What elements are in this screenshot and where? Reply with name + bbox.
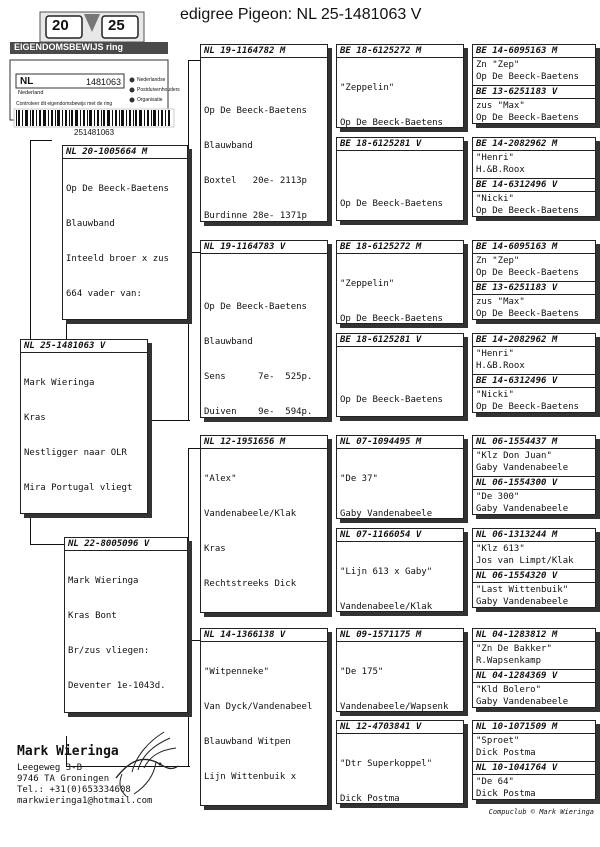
great-grandparent-card — [336, 240, 464, 324]
card-body — [473, 734, 595, 761]
card-line: Op De Beeck-Baetens — [476, 308, 579, 319]
card-line: "Lijn 613 x Gaby" — [340, 567, 433, 578]
card-ring-number: NL 07-1094495 M — [337, 436, 463, 449]
card-line: Gaby Vandenabeele — [476, 696, 569, 707]
dam-dam-card — [200, 628, 328, 806]
card-ring-number: NL 06-1554437 M — [473, 436, 595, 449]
card-line: "De 175" — [340, 667, 384, 678]
card-line: Gaby Vandenabeele — [476, 462, 569, 473]
ring-year-right: 25 — [108, 17, 125, 34]
card-line: "Nicki" — [476, 194, 514, 205]
card-ring-number: NL 10-1041764 V — [473, 761, 595, 775]
card-ring-number: BE 13-6251183 V — [473, 85, 595, 99]
g4-pair-card — [472, 44, 596, 124]
card-line: Op De Beeck-Baetens — [476, 71, 579, 82]
card-line: Op De Beeck-Baetens — [476, 401, 579, 412]
card-ring-number: BE 14-2082962 M — [473, 138, 595, 151]
card-line: Zn "Zep" — [476, 256, 520, 266]
card-line: "Klz Don Juan" — [476, 451, 552, 461]
card-line: Op De Beeck-Baetens — [204, 302, 307, 313]
card-line: Mark Wieringa — [24, 378, 95, 389]
card-line: Vandenabeele/Klak — [204, 508, 297, 519]
card-body — [473, 151, 595, 178]
card-body — [21, 353, 147, 514]
card-line: Kras — [24, 412, 46, 423]
card-line: Op De Beeck-Baetens — [340, 199, 443, 210]
card-line: Dick Postma — [476, 747, 536, 758]
card-body — [65, 551, 187, 713]
card-line: H.&B.Roox — [476, 360, 525, 371]
card-body — [473, 99, 595, 124]
dam-card — [64, 537, 188, 713]
card-ring-number: NL 14-1366138 V — [201, 629, 327, 642]
ring-header: EIGENDOMSBEWIJS ring — [14, 42, 124, 52]
card-line: Boxtel 20e- 2113p — [204, 175, 307, 186]
card-body — [473, 642, 595, 669]
owner-street: Leegeweg 3-B — [17, 763, 83, 773]
card-body — [473, 254, 595, 281]
owner-email[interactable]: markwieringa1@hotmail.com — [17, 796, 153, 806]
card-ring-number: BE 14-6095163 M — [473, 241, 595, 254]
card-line: "Alex" — [204, 474, 237, 485]
g4-pair-card — [472, 720, 596, 800]
card-ring-number: NL 07-1166054 V — [337, 529, 463, 542]
card-line: Vandenabeele/Klak — [340, 601, 433, 612]
card-ring-number: NL 06-1313244 M — [473, 529, 595, 542]
connector-line — [188, 640, 200, 641]
card-ring-number: BE 14-2082962 M — [473, 334, 595, 347]
sire-sire-card — [200, 44, 328, 222]
card-body — [473, 542, 595, 569]
owner-city: 9746 TA Groningen — [17, 774, 110, 784]
great-grandparent-card — [336, 137, 464, 221]
card-line: "De 37" — [340, 474, 378, 485]
card-ring-number: NL 04-1283812 M — [473, 629, 595, 642]
card-line: Op De Beeck-Baetens — [476, 205, 579, 216]
ring-control-text: Controleer dit eigendomsbewijs met de ring — [16, 101, 113, 107]
great-grandparent-card — [336, 44, 464, 128]
card-body — [473, 449, 595, 476]
connector-line — [30, 514, 31, 544]
card-line: Vandenabeele/Wapsenk — [340, 701, 449, 712]
card-line: R.Wapsenkamp — [476, 655, 542, 666]
card-line: "Zeppelin" — [340, 279, 395, 290]
great-grandparent-card — [336, 528, 464, 612]
card-line: H.&B.Roox — [476, 164, 525, 175]
ring-year-left: 20 — [52, 17, 69, 34]
card-line: Van Dyck/Vandenabeel — [204, 701, 313, 712]
connector-line — [188, 252, 200, 253]
card-line: Op De Beeck-Baetens — [476, 112, 579, 123]
card-ring-number: NL 10-1071509 M — [473, 721, 595, 734]
card-line: "Henri" — [476, 349, 514, 359]
ring-barcode-number: 251481063 — [74, 128, 115, 137]
card-line: Jos van Limpt/Klak — [476, 555, 574, 566]
great-grandparent-card — [336, 628, 464, 712]
card-body — [473, 775, 595, 800]
card-line: Mark Wieringa — [68, 576, 139, 587]
card-body — [201, 642, 327, 806]
ring-certificate-graphic — [4, 2, 180, 137]
card-ring-number: BE 18-6125281 V — [337, 138, 463, 151]
card-body — [337, 734, 463, 804]
card-line: Blauwband Witpen — [204, 736, 291, 747]
connector-line — [30, 140, 52, 141]
g4-pair-card — [472, 528, 596, 608]
card-line: "Last Wittenbuik" — [476, 585, 569, 596]
g4-pair-card — [472, 333, 596, 413]
card-line: Kras Bont — [68, 610, 117, 621]
card-line: Zn "Zep" — [476, 60, 520, 70]
g4-pair-card — [472, 628, 596, 708]
ring-certificate — [4, 2, 180, 137]
card-body — [201, 58, 327, 222]
card-line: Duiven 9e- 594p. — [204, 406, 313, 417]
card-line: "Sproet" — [476, 736, 520, 746]
card-line: "Kld Bolero" — [476, 685, 542, 696]
card-line: Gaby Vandenabeele — [476, 596, 569, 607]
connector-line — [188, 448, 200, 449]
card-line: "Zn De Bakker" — [476, 644, 552, 654]
card-ring-number: BE 14-6312496 V — [473, 374, 595, 388]
card-line: "Zeppelin" — [340, 83, 395, 94]
connector-line — [30, 140, 31, 339]
card-line: Sens 7e- 525p. — [204, 371, 313, 382]
card-body — [473, 388, 595, 413]
card-body — [473, 683, 595, 708]
card-body — [337, 642, 463, 712]
card-line: Blauwband — [204, 141, 253, 152]
card-line: "Henri" — [476, 153, 514, 163]
card-body — [337, 449, 463, 519]
page-title: edigree Pigeon: NL 25-1481063 V — [180, 6, 422, 23]
great-grandparent-card — [336, 333, 464, 417]
card-line: Op De Beeck-Baetens — [340, 395, 443, 406]
great-grandparent-card — [336, 435, 464, 519]
card-line: zus "Max" — [476, 297, 525, 308]
card-body — [63, 159, 187, 320]
card-body — [473, 295, 595, 320]
card-ring-number: NL 22-8005096 V — [65, 538, 187, 551]
owner-name: Mark Wieringa — [17, 744, 119, 759]
card-line: Op De Beeck-Baetens — [340, 117, 443, 128]
card-line: Op De Beeck-Baetens — [204, 106, 307, 117]
card-ring-number: NL 12-1951656 M — [201, 436, 327, 449]
card-line: Mira Portugal vliegt — [24, 482, 133, 493]
dam-sire-card — [200, 435, 328, 613]
card-line: Dick Postma — [340, 793, 400, 804]
connector-line — [188, 60, 200, 61]
card-ring-number: BE 14-6312496 V — [473, 178, 595, 192]
connector-line — [188, 448, 189, 766]
ring-number: 1481063 — [86, 77, 122, 87]
card-body — [473, 490, 595, 515]
card-ring-number: BE 13-6251183 V — [473, 281, 595, 295]
card-line: "Dtr Superkoppel" — [340, 759, 433, 770]
card-body — [473, 347, 595, 374]
card-line: Gaby Vandenabeele — [476, 503, 569, 514]
card-ring-number: NL 25-1481063 V — [21, 340, 147, 353]
card-body — [473, 583, 595, 608]
ring-country-name: Nederland — [18, 90, 44, 96]
card-body — [337, 151, 463, 221]
card-ring-number: NL 19-1164783 V — [201, 241, 327, 254]
sire-dam-card — [200, 240, 328, 418]
card-line: Op De Beeck-Baetens — [66, 184, 169, 195]
card-line: Br/zus vliegen: — [68, 645, 150, 656]
card-ring-number: NL 06-1554320 V — [473, 569, 595, 583]
card-ring-number: NL 09-1571175 M — [337, 629, 463, 642]
card-ring-number: NL 20-1005664 M — [63, 146, 187, 159]
card-body — [337, 254, 463, 324]
card-body — [337, 347, 463, 417]
card-line: "De 64" — [476, 777, 514, 788]
card-ring-number: BE 14-6095163 M — [473, 45, 595, 58]
card-ring-number: BE 18-6125281 V — [337, 334, 463, 347]
card-line: "Nicki" — [476, 390, 514, 401]
card-line: Inteeld broer x zus — [66, 253, 169, 264]
card-body — [201, 254, 327, 418]
card-body — [473, 192, 595, 217]
card-ring-number: NL 06-1554300 V — [473, 476, 595, 490]
card-line: zus "Max" — [476, 101, 525, 112]
card-body — [473, 58, 595, 85]
card-line: "De 300" — [476, 492, 520, 503]
software-credit: Compuclub © Mark Wieringa — [488, 808, 594, 816]
card-line: Kras — [204, 543, 226, 554]
great-grandparent-card — [336, 720, 464, 804]
sire-card — [62, 145, 188, 320]
card-ring-number: BE 18-6125272 M — [337, 45, 463, 58]
card-line: Burdinne 28e- 1371p — [204, 210, 307, 221]
card-body — [201, 449, 327, 613]
connector-line — [188, 60, 189, 420]
card-line: "Klz 613" — [476, 544, 525, 554]
card-line: Dick Postma — [476, 788, 536, 799]
ring-country: NL — [20, 76, 34, 87]
card-line: Rechtstreeks Dick — [204, 578, 297, 589]
card-ring-number: NL 12-4703841 V — [337, 721, 463, 734]
ring-org-line3: Organisatie — [137, 97, 163, 103]
card-body — [337, 542, 463, 612]
card-line: Lijn Wittenbuik x — [204, 771, 297, 782]
owner-phone: Tel.: +31(0)653334608 — [17, 785, 131, 795]
card-line: Blauwband — [66, 218, 115, 229]
card-line: Gaby Vandenabeele — [340, 508, 433, 519]
card-line: Op De Beeck-Baetens — [476, 267, 579, 278]
g4-pair-card — [472, 137, 596, 217]
card-ring-number: NL 04-1284369 V — [473, 669, 595, 683]
connector-line — [30, 544, 64, 545]
pigeon-logo-icon — [112, 726, 182, 802]
card-line: Deventer 1e-1043d. — [68, 680, 166, 691]
g4-pair-card — [472, 435, 596, 515]
card-line: Op De Beeck-Baetens — [340, 313, 443, 324]
ring-org-line2: Postduivenhouders — [137, 87, 180, 93]
card-line: Blauwband — [204, 337, 253, 348]
card-body — [337, 58, 463, 128]
card-line: "Witpenneke" — [204, 667, 270, 678]
card-ring-number: NL 19-1164782 M — [201, 45, 327, 58]
ring-org-line1: Nederlandse — [137, 77, 166, 83]
card-line: Nestligger naar OLR — [24, 447, 127, 458]
g4-pair-card — [472, 240, 596, 320]
subject-pigeon-card — [20, 339, 148, 514]
card-line: 664 vader van: — [66, 288, 142, 299]
card-ring-number: BE 18-6125272 M — [337, 241, 463, 254]
